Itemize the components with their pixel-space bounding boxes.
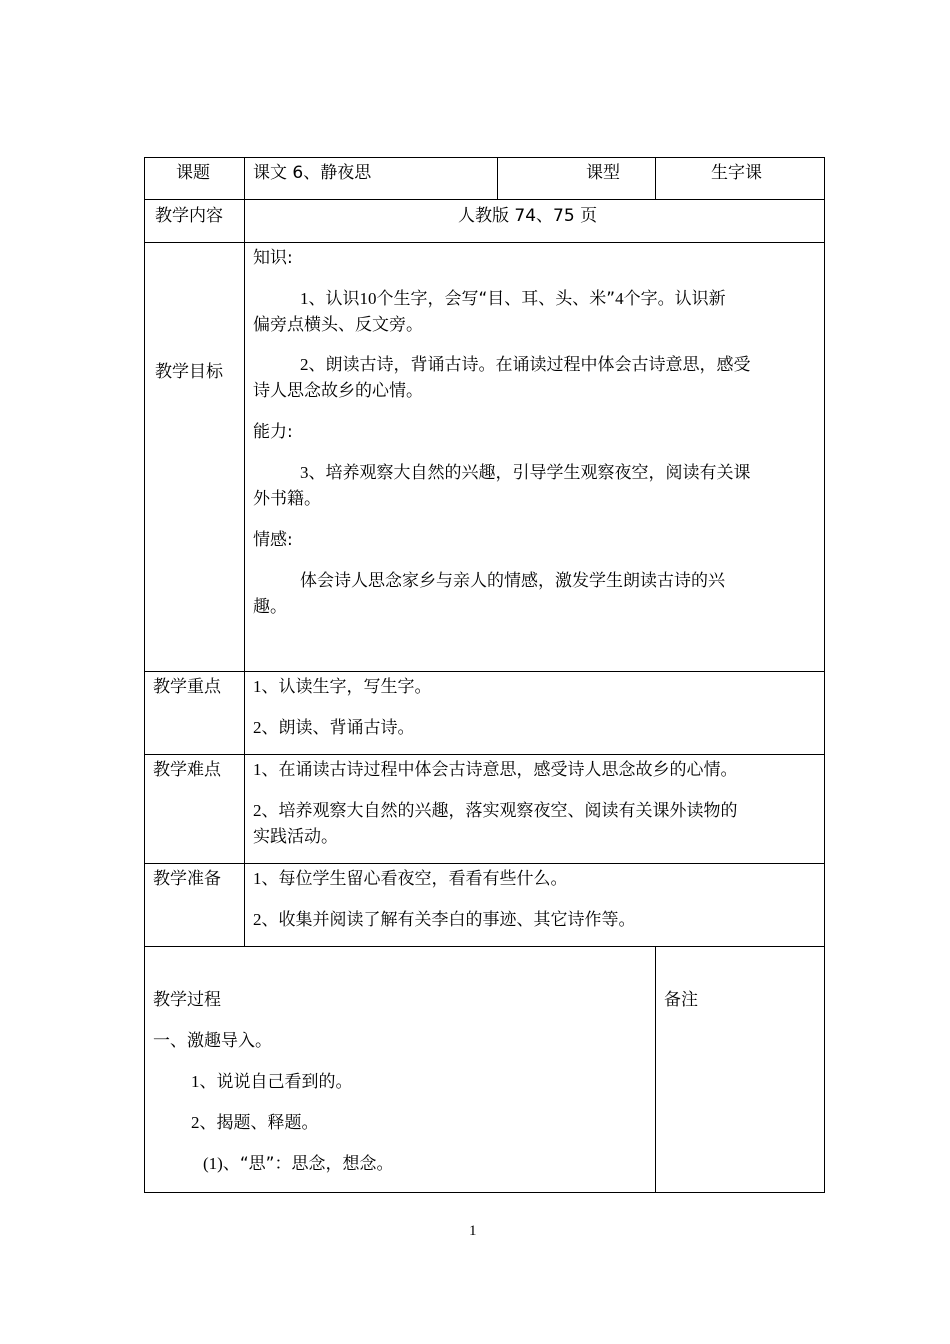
difficulty-item-2-number: 2 [253, 801, 262, 820]
keypoint-item-1-number: 1 [253, 677, 262, 696]
process-step-1-text: 、说说自己看到的。 [199, 1072, 353, 1092]
preparation-label: 教学准备 [153, 869, 221, 889]
goal-item-1-text-a: 、认识 [308, 289, 360, 309]
goal-item-2-number: 2 [300, 355, 309, 374]
keypoint-item-1 [253, 675, 432, 699]
content-label: 教学内容 [155, 206, 223, 226]
keypoints-label: 教学重点 [153, 677, 221, 697]
keypoint-item-2-text: 、朗读、背诵古诗。 [261, 718, 415, 738]
goal-item-1-count2: 4 [615, 289, 624, 308]
preparation-item-2 [253, 908, 636, 932]
difficulty-item-1-number: 1 [253, 760, 262, 779]
goal-item-3-text: 、培养观察大自然的兴趣，引导学生观察夜空，阅读有关课 [308, 463, 751, 483]
process-step-3 [203, 1152, 393, 1176]
process-label: 教学过程 [153, 990, 221, 1010]
difficulty-item-2-text: 、培养观察大自然的兴趣，落实观察夜空、阅读有关课外读物的 [261, 801, 738, 821]
difficulty-item-1-text: 、在诵读古诗过程中体会古诗意思，感受诗人思念故乡的心情。 [261, 760, 738, 780]
process-step-1-number: 1 [191, 1072, 200, 1091]
preparation-item-1-number: 1 [253, 869, 262, 888]
process-step-2-text: 、揭题、释题。 [199, 1113, 319, 1133]
ability-heading: 能力: [253, 422, 293, 442]
page-number: 1 [469, 1223, 477, 1239]
difficulty-item-2-line2: 实践活动。 [253, 827, 338, 847]
goal-item-1-number: 1 [300, 289, 309, 308]
goal-item-1-line2: 偏旁点横头、反文旁。 [253, 315, 423, 335]
type-value: 生字课 [711, 163, 762, 183]
process-step-3-number: (1) [203, 1154, 223, 1173]
content-value: 人教版 74、75 页 [458, 206, 598, 226]
preparation-item-2-number: 2 [253, 910, 262, 929]
type-label: 课型 [586, 163, 620, 183]
cell-goals-label [144, 242, 245, 672]
goal-item-3-number: 3 [300, 463, 309, 482]
topic-value: 课文 6、静夜思 [253, 163, 372, 183]
knowledge-heading: 知识: [253, 248, 293, 268]
goal-item-1-text-c: 个字。认识新 [623, 289, 726, 309]
cell-notes [655, 946, 825, 1193]
goal-item-2-line2: 诗人思念故乡的心情。 [253, 381, 423, 401]
preparation-item-1 [253, 867, 568, 891]
goals-label: 教学目标 [155, 362, 223, 382]
preparation-item-1-text: 、每位学生留心看夜空，看看有些什么。 [261, 869, 568, 889]
goal-item-2-text: 、朗读古诗，背诵古诗。在诵读过程中体会古诗意思，感受 [308, 355, 751, 375]
goal-item-3-line2: 外书籍。 [253, 489, 321, 509]
process-step-2-number: 2 [191, 1113, 200, 1132]
notes-label: 备注 [664, 990, 698, 1010]
goal-item-1-text-b: 个生字，会写“目、耳、头、米” [376, 289, 616, 309]
difficulty-item-1 [253, 758, 738, 782]
keypoint-item-2-number: 2 [253, 718, 262, 737]
topic-label: 课题 [176, 163, 210, 183]
goal-item-2 [300, 353, 751, 377]
process-step-1 [191, 1070, 353, 1094]
difficulties-label: 教学难点 [153, 760, 221, 780]
goal-item-1-count: 10 [359, 289, 377, 308]
goal-item-1 [300, 287, 726, 311]
goal-item-3 [300, 461, 751, 485]
emotion-heading: 情感: [253, 530, 293, 550]
keypoint-item-1-text: 、认读生字，写生字。 [261, 677, 432, 697]
preparation-item-2-text: 、收集并阅读了解有关李白的事迹、其它诗作等。 [261, 910, 636, 930]
process-step-3-text: 、“思”：思念，想念。 [222, 1154, 394, 1174]
process-step-2 [191, 1111, 319, 1135]
cell-type-label [497, 157, 656, 200]
difficulty-item-2 [253, 799, 738, 823]
emotion-line-1: 体会诗人思念家乡与亲人的情感，激发学生朗读古诗的兴 [300, 571, 725, 591]
emotion-line-2: 趣。 [253, 597, 287, 617]
keypoint-item-2 [253, 716, 415, 740]
process-section-1: 一、激趣导入。 [153, 1031, 272, 1051]
